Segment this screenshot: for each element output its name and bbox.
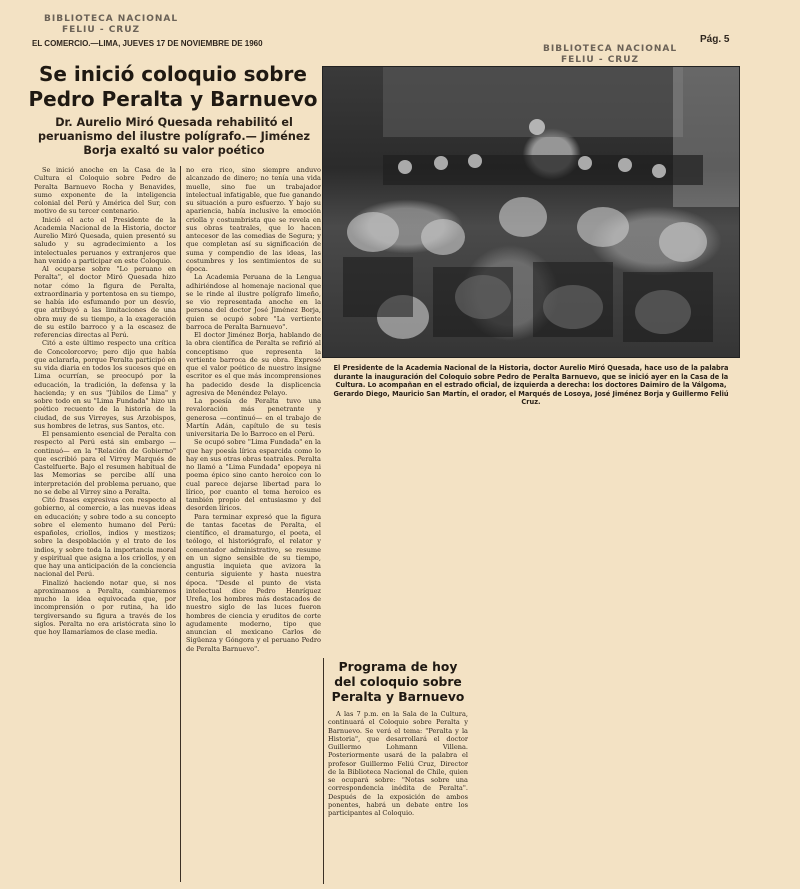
- photo-scene: [323, 67, 739, 357]
- paragraph: El doctor Jiménez Borja, hablando de la obra científica de Peralta se refirió al conceptismo que representa la vertiente barroca de su obra. Expresó que el valor poético de nuestro insigne escritor es el que más incomprensiones ha padecido desde la displicencia agresiva de Menéndez Pelayo.: [186, 331, 321, 397]
- paragraph: A las 7 p.m. en la Sala de la Cultura, continuará el Coloquio sobre Peralta y Barnuevo. Se verá el tema: "Peralta y la Historia", que desarrollará el doctor Guillermo Lohmann Villena. Posteriormente usará de la palabra el profesor Guillermo Feliú Cruz, Director de la Biblioteca Nacional de Chile, quien se ocupará sobre: "Notas sobre una correspondencia inédita de Peralta". Después de la exposición de ambos ponentes, habrá un debate entre los participantes al Coloquio.: [328, 710, 468, 817]
- program-box-rule: [323, 658, 324, 884]
- paragraph: Al ocuparse sobre "Lo peruano en Peralta", el doctor Miró Quesada hizo notar cómo la figura de Peralta, extraordinaria y portentosa en su tiempo, se había ido esfumando por un desvío, que atribuyó a las limitaciones de una obra muy de su tiempo, a la exageración de su estilo barroco y a la escasez de referencias directas al Perú.: [34, 265, 176, 339]
- paragraph: Citó a este último respecto una crítica de Concolorcorvo; pero dijo que había que aclararla, porque Peralta participó en su vida diaria en todos los sucesos que en Lima ocurrían, se preocupó por la educación, la tradición, la defensa y la hacienda; y en sus "Júbilos de Lima" y sobre todo en su "Lima Fundada" hizo un poético recuento de la historia de la ciudad, de sus Virreyes, sus Arzobispos, sus hombres de letras, sus Santos, etc.: [34, 339, 176, 430]
- paragraph: Finalizó haciendo notar que, si nos aproximamos a Peralta, cambiaremos mucho la idea equivocada que, por incomprensión o por rutina, ha ido tergiversando su figura a través de los siglos. Peralta no era aristócrata sino lo que hoy llamaríamos de clase media.: [34, 578, 176, 636]
- library-stamp-top: [44, 14, 204, 36]
- photo-caption: El Presidente de la Academia Nacional de la Historia, doctor Aurelio Miró Quesada, hace uso de la palabra durante la inauguración del Coloquio sobre Pedro de Peralta Barnuevo, que se inició ayer en la Casa de la Cultura. Lo acompañan en el estrado oficial, de izquierda a derecha: los doctores Daimiro de la Válgoma, Gerardo Diego, Mauricio San Martín, el orador, el Marqués de Losoya, José Jiménez Borja y Guillermo Feliú Cruz.: [333, 364, 729, 407]
- stamp-line-2: FELIU - CRUZ: [561, 55, 640, 65]
- paragraph: Para terminar expresó que la figura de tantas facetas de Peralta, el científico, el dramaturgo, el poeta, el teólogo, el historiógrafo, el relator y comentador administrativo, se resume en un signo sensible de su tiempo, angustia inquieta que avizora la centuria siguiente y hasta nuestra época. "Desde el punto de vista intelectual dice Pedro Henríquez Ureña, los hombres más destacados de nuestro siglo de las luces fueron hombres de ciencia y eruditos de corte agudamente moderno, tipo que anuncian el mexicano Carlos de Sigüenza y Góngora y el peruano Pedro de Peralta Barnuevo".: [186, 512, 321, 653]
- paragraph: no era rico, sino siempre anduvo alcanzado de dinero; no tenía una vida muelle, sino fue un trabajador intelectual infatigable, que fue ganando su situación a puro esfuerzo. Y bajo su apariencia, había inclusive la emoción criolla y costumbrista que se revela en sus obras teatrales, que lo hacen antecesor de las comedias de Segura; y que completan así su significación de suma y compendio de las ideas, las costumbres y los sentimientos de su época.: [186, 166, 321, 273]
- paragraph: Inició el acto el Presidente de la Academia Nacional de la Historia, doctor Aurelio Miró Quesada, quien presentó su saludo y su agradecimiento a los intelectuales peruanos y extranjeros que han venido a participar en este Coloquio.: [34, 215, 176, 265]
- paragraph: Citó frases expresivas con respecto al gobierno, al comercio, a las nuevas ideas en educación; y sobre todo a su concepto sobre el elemento humano del Perú: españoles, criollos, indios y mestizos; sobre la despoblación y el trato de los indios, y sobre toda la importancia moral y espiritual que asigna a los criollos, y en que hay una anticipación de la conciencia nacional del Perú.: [34, 496, 176, 579]
- stamp-line-2: FELIU - CRUZ: [62, 25, 141, 35]
- article-column-2: [186, 166, 321, 882]
- event-photo: [322, 66, 740, 358]
- program-body: [328, 710, 468, 884]
- headline-line-1: Se inició coloquio sobre: [39, 62, 307, 86]
- paragraph: El pensamiento esencial de Peralta con respecto al Perú está sin embargo —continuó— en la "Relación de Gobierno" que escribió para el Virrey Marqués de Castelfuerte. Bajo el resumen habitual de las Memorias se percibe allí una interpretación del problema peruano, que no se debe al Virrey sino a Peralta.: [34, 430, 176, 496]
- stamp-line-1: BIBLIOTECA NACIONAL: [543, 44, 678, 54]
- paragraph: La Academia Peruana de la Lengua adhiriéndose al homenaje nacional que se le rinde al ilustre polígrafo limeño, se vio representada anoche en la persona del doctor José Jiménez Borja, quien se ocupó sobre "La vertiente barroca de Peralta Barnuevo".: [186, 273, 321, 331]
- headline-line-2: Pedro Peralta y Barnuevo: [28, 87, 318, 111]
- column-divider: [180, 166, 181, 882]
- library-stamp-right: [543, 44, 703, 66]
- stamp-line-1: BIBLIOTECA NACIONAL: [44, 14, 179, 24]
- headline-top-rule: [28, 58, 316, 60]
- article-headline: [28, 62, 318, 112]
- page-number: Pág. 5: [700, 34, 730, 45]
- paragraph: Se inició anoche en la Casa de la Cultura el Coloquio sobre Pedro de Peralta Barnuevo Rocha y Benavides, sumo exponente de la inteligencia colonial del Perú y América del Sur, con motivo de su tercer centenario.: [34, 166, 176, 216]
- article-subhead: Dr. Aurelio Miró Quesada rehabilitó el peruanismo del ilustre polígrafo.— Jiménez Borja exaltó su valor poético: [38, 116, 310, 157]
- paragraph: La poesía de Peralta tuvo una revaloración más penetrante y generosa —continuó— en el trabajo de Martín Adán, capítulo de su tesis universitaria De lo Barroco en el Perú.: [186, 397, 321, 438]
- paragraph: Se ocupó sobre "Lima Fundada" en la que hay poesía lírica esparcida como lo hay en sus otras obras teatrales. Peralta no llamó a "Lima Fundada" epopeya ni poema épico sino canto heroico con lo cual parece dejarse libertad para lo lírico, por cuanto el tema heroico es también propio del entusiasmo y del desorden líricos.: [186, 438, 321, 513]
- newspaper-dateline: EL COMERCIO.—LIMA, JUEVES 17 DE NOVIEMBRE DE 1960: [32, 39, 263, 48]
- article-column-1: [34, 166, 176, 884]
- program-headline: Programa de hoy del coloquio sobre Peralta y Barnuevo: [331, 660, 465, 704]
